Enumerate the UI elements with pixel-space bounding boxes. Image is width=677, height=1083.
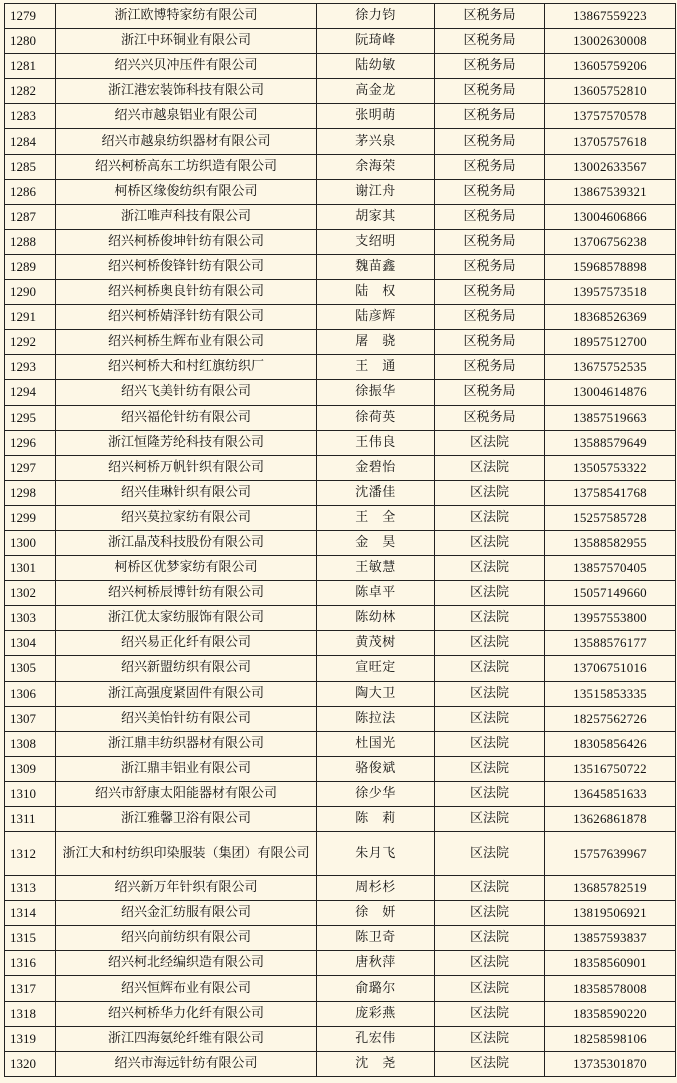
company-name-cell: 绍兴莫拉家纺有限公司 <box>56 505 317 530</box>
company-name-cell: 绍兴柯桥辰博针纺有限公司 <box>56 581 317 606</box>
department-cell: 区税务局 <box>435 280 545 305</box>
contact-name-cell: 阮琦峰 <box>317 29 435 54</box>
company-name-cell: 浙江欧博特家纺有限公司 <box>56 4 317 29</box>
company-name-cell: 浙江大和村纺织印染服装（集团）有限公司 <box>56 832 317 876</box>
department-cell: 区税务局 <box>435 54 545 79</box>
row-number-cell: 1300 <box>5 530 56 555</box>
table-row <box>5 154 676 179</box>
department-cell: 区法院 <box>435 430 545 455</box>
contact-name-cell: 金 昊 <box>317 530 435 555</box>
department-cell: 区法院 <box>435 706 545 731</box>
table-row <box>5 204 676 229</box>
row-number-cell: 1309 <box>5 756 56 781</box>
phone-number-cell: 13626861878 <box>545 807 676 832</box>
row-number-cell: 1285 <box>5 154 56 179</box>
contact-name-cell: 谢江舟 <box>317 179 435 204</box>
company-name-cell: 浙江高强度紧固件有限公司 <box>56 681 317 706</box>
contact-name-cell: 俞璐尔 <box>317 976 435 1001</box>
row-number-cell: 1316 <box>5 951 56 976</box>
department-cell: 区法院 <box>435 631 545 656</box>
department-cell: 区法院 <box>435 530 545 555</box>
company-name-cell: 绍兴美怡针纺有限公司 <box>56 706 317 731</box>
phone-number-cell: 13735301870 <box>545 1051 676 1076</box>
phone-number-cell: 13857519663 <box>545 405 676 430</box>
row-number-cell: 1311 <box>5 807 56 832</box>
company-name-cell: 浙江雅馨卫浴有限公司 <box>56 807 317 832</box>
contact-name-cell: 金碧怡 <box>317 455 435 480</box>
phone-number-cell: 13957573518 <box>545 280 676 305</box>
department-cell: 区税务局 <box>435 179 545 204</box>
row-number-cell: 1314 <box>5 901 56 926</box>
company-name-cell: 绍兴柯桥婧泽针纺有限公司 <box>56 305 317 330</box>
table-body <box>5 4 676 1077</box>
contact-name-cell: 徐振华 <box>317 380 435 405</box>
table-row <box>5 530 676 555</box>
phone-number-cell: 13588579649 <box>545 430 676 455</box>
table-row <box>5 79 676 104</box>
department-cell: 区法院 <box>435 1001 545 1026</box>
company-name-cell: 绍兴柯桥高东工坊织造有限公司 <box>56 154 317 179</box>
company-name-cell: 绍兴市舒康太阳能器材有限公司 <box>56 781 317 806</box>
row-number-cell: 1318 <box>5 1001 56 1026</box>
phone-number-cell: 15057149660 <box>545 581 676 606</box>
phone-number-cell: 18957512700 <box>545 330 676 355</box>
phone-number-cell: 13645851633 <box>545 781 676 806</box>
row-number-cell: 1305 <box>5 656 56 681</box>
department-cell: 区税务局 <box>435 129 545 154</box>
row-number-cell: 1303 <box>5 606 56 631</box>
contact-name-cell: 余海荣 <box>317 154 435 179</box>
row-number-cell: 1312 <box>5 832 56 876</box>
phone-number-cell: 13002630008 <box>545 29 676 54</box>
table-row <box>5 505 676 530</box>
table-row <box>5 430 676 455</box>
table-row <box>5 731 676 756</box>
row-number-cell: 1298 <box>5 480 56 505</box>
company-name-cell: 绍兴福伦针纺有限公司 <box>56 405 317 430</box>
table-row <box>5 807 676 832</box>
contact-name-cell: 王敏慧 <box>317 556 435 581</box>
contact-name-cell: 陈拉法 <box>317 706 435 731</box>
department-cell: 区税务局 <box>435 204 545 229</box>
department-cell: 区法院 <box>435 901 545 926</box>
contact-name-cell: 徐力钧 <box>317 4 435 29</box>
table-row <box>5 1026 676 1051</box>
department-cell: 区法院 <box>435 1026 545 1051</box>
company-name-cell: 浙江港宏装饰科技有限公司 <box>56 79 317 104</box>
phone-number-cell: 13004614876 <box>545 380 676 405</box>
phone-number-cell: 18368526369 <box>545 305 676 330</box>
phone-number-cell: 13867539321 <box>545 179 676 204</box>
department-cell: 区税务局 <box>435 104 545 129</box>
phone-number-cell: 18257562726 <box>545 706 676 731</box>
department-cell: 区税务局 <box>435 305 545 330</box>
phone-number-cell: 18358560901 <box>545 951 676 976</box>
phone-number-cell: 13004606866 <box>545 204 676 229</box>
phone-number-cell: 13675752535 <box>545 355 676 380</box>
company-name-cell: 柯桥区优梦家纺有限公司 <box>56 556 317 581</box>
row-number-cell: 1295 <box>5 405 56 430</box>
table-row <box>5 355 676 380</box>
table-row <box>5 330 676 355</box>
company-name-cell: 浙江晶茂科技股份有限公司 <box>56 530 317 555</box>
row-number-cell: 1315 <box>5 926 56 951</box>
company-name-cell: 绍兴柯桥俊锋针纺有限公司 <box>56 254 317 279</box>
company-name-cell: 浙江恒隆芳纶科技有限公司 <box>56 430 317 455</box>
phone-number-cell: 13588582955 <box>545 530 676 555</box>
company-name-cell: 绍兴恒辉布业有限公司 <box>56 976 317 1001</box>
table-row <box>5 581 676 606</box>
contact-name-cell: 王 全 <box>317 505 435 530</box>
contact-name-cell: 陈幼林 <box>317 606 435 631</box>
contact-name-cell: 陶大卫 <box>317 681 435 706</box>
phone-number-cell: 13505753322 <box>545 455 676 480</box>
company-name-cell: 绍兴金汇纺服有限公司 <box>56 901 317 926</box>
contact-name-cell: 唐秋萍 <box>317 951 435 976</box>
contact-name-cell: 王伟良 <box>317 430 435 455</box>
contact-name-cell: 庞彩燕 <box>317 1001 435 1026</box>
phone-number-cell: 13705757618 <box>545 129 676 154</box>
contact-name-cell: 高金龙 <box>317 79 435 104</box>
table-row <box>5 832 676 876</box>
company-name-cell: 绍兴易正化纤有限公司 <box>56 631 317 656</box>
company-name-cell: 绍兴佳琳针织有限公司 <box>56 480 317 505</box>
company-name-cell: 浙江鼎丰纺织器材有限公司 <box>56 731 317 756</box>
department-cell: 区法院 <box>435 781 545 806</box>
contact-name-cell: 黄茂树 <box>317 631 435 656</box>
table-row <box>5 876 676 901</box>
table-row <box>5 556 676 581</box>
phone-number-cell: 13605759206 <box>545 54 676 79</box>
contact-name-cell: 胡家其 <box>317 204 435 229</box>
table-row <box>5 104 676 129</box>
company-name-cell: 绍兴柯北经编织造有限公司 <box>56 951 317 976</box>
department-cell: 区法院 <box>435 656 545 681</box>
row-number-cell: 1304 <box>5 631 56 656</box>
contact-name-cell: 陆 权 <box>317 280 435 305</box>
contact-name-cell: 沈潘佳 <box>317 480 435 505</box>
row-number-cell: 1310 <box>5 781 56 806</box>
table-row <box>5 976 676 1001</box>
row-number-cell: 1317 <box>5 976 56 1001</box>
department-cell: 区法院 <box>435 951 545 976</box>
contact-name-cell: 支绍明 <box>317 229 435 254</box>
table-row <box>5 901 676 926</box>
row-number-cell: 1302 <box>5 581 56 606</box>
table-row <box>5 380 676 405</box>
company-name-cell: 绍兴新盟纺织有限公司 <box>56 656 317 681</box>
table-row <box>5 305 676 330</box>
table-row <box>5 756 676 781</box>
phone-number-cell: 15257585728 <box>545 505 676 530</box>
row-number-cell: 1281 <box>5 54 56 79</box>
table-row <box>5 229 676 254</box>
phone-number-cell: 15968578898 <box>545 254 676 279</box>
table-row <box>5 681 676 706</box>
department-cell: 区法院 <box>435 581 545 606</box>
company-name-cell: 浙江唯声科技有限公司 <box>56 204 317 229</box>
phone-number-cell: 13757570578 <box>545 104 676 129</box>
company-name-cell: 绍兴市越泉铝业有限公司 <box>56 104 317 129</box>
table-row <box>5 606 676 631</box>
contact-name-cell: 徐少华 <box>317 781 435 806</box>
department-cell: 区法院 <box>435 926 545 951</box>
phone-number-cell: 13002633567 <box>545 154 676 179</box>
department-cell: 区法院 <box>435 731 545 756</box>
company-name-cell: 绍兴柯桥奥良针纺有限公司 <box>56 280 317 305</box>
company-name-cell: 浙江优太家纺服饰有限公司 <box>56 606 317 631</box>
phone-number-cell: 13605752810 <box>545 79 676 104</box>
phone-number-cell: 18258598106 <box>545 1026 676 1051</box>
contact-name-cell: 魏苗鑫 <box>317 254 435 279</box>
contact-name-cell: 屠 骁 <box>317 330 435 355</box>
contact-name-cell: 徐 妍 <box>317 901 435 926</box>
row-number-cell: 1284 <box>5 129 56 154</box>
company-name-cell: 绍兴飞美针纺有限公司 <box>56 380 317 405</box>
department-cell: 区法院 <box>435 606 545 631</box>
phone-number-cell: 13857570405 <box>545 556 676 581</box>
row-number-cell: 1306 <box>5 681 56 706</box>
phone-number-cell: 15757639967 <box>545 832 676 876</box>
table-row <box>5 1051 676 1076</box>
department-cell: 区法院 <box>435 876 545 901</box>
table-row <box>5 706 676 731</box>
row-number-cell: 1283 <box>5 104 56 129</box>
department-cell: 区税务局 <box>435 29 545 54</box>
department-cell: 区法院 <box>435 480 545 505</box>
phone-number-cell: 13857593837 <box>545 926 676 951</box>
phone-number-cell: 18358590220 <box>545 1001 676 1026</box>
row-number-cell: 1308 <box>5 731 56 756</box>
table-row <box>5 179 676 204</box>
phone-number-cell: 13516750722 <box>545 756 676 781</box>
table-row <box>5 29 676 54</box>
contact-name-cell: 陈卫奇 <box>317 926 435 951</box>
phone-number-cell: 13957553800 <box>545 606 676 631</box>
table-row <box>5 951 676 976</box>
company-name-cell: 绍兴向前纺织有限公司 <box>56 926 317 951</box>
table-row <box>5 656 676 681</box>
department-cell: 区法院 <box>435 832 545 876</box>
contact-name-cell: 陆幼敏 <box>317 54 435 79</box>
contact-name-cell: 陆彦辉 <box>317 305 435 330</box>
table-row <box>5 1001 676 1026</box>
department-cell: 区税务局 <box>435 330 545 355</box>
table-row <box>5 480 676 505</box>
table-row <box>5 280 676 305</box>
department-cell: 区法院 <box>435 807 545 832</box>
row-number-cell: 1288 <box>5 229 56 254</box>
contact-name-cell: 张明萌 <box>317 104 435 129</box>
row-number-cell: 1297 <box>5 455 56 480</box>
department-cell: 区税务局 <box>435 405 545 430</box>
department-cell: 区税务局 <box>435 4 545 29</box>
row-number-cell: 1319 <box>5 1026 56 1051</box>
phone-number-cell: 13685782519 <box>545 876 676 901</box>
department-cell: 区税务局 <box>435 355 545 380</box>
contact-name-cell: 朱月飞 <box>317 832 435 876</box>
row-number-cell: 1280 <box>5 29 56 54</box>
table-row <box>5 631 676 656</box>
phone-number-cell: 13588576177 <box>545 631 676 656</box>
table-row <box>5 455 676 480</box>
contact-name-cell: 孔宏伟 <box>317 1026 435 1051</box>
row-number-cell: 1289 <box>5 254 56 279</box>
department-cell: 区法院 <box>435 455 545 480</box>
company-name-cell: 柯桥区缘俊纺织有限公司 <box>56 179 317 204</box>
department-cell: 区法院 <box>435 1051 545 1076</box>
row-number-cell: 1320 <box>5 1051 56 1076</box>
row-number-cell: 1292 <box>5 330 56 355</box>
table-row <box>5 54 676 79</box>
company-name-cell: 绍兴市海远针纺有限公司 <box>56 1051 317 1076</box>
row-number-cell: 1296 <box>5 430 56 455</box>
row-number-cell: 1307 <box>5 706 56 731</box>
contact-table <box>4 3 676 1077</box>
company-name-cell: 绍兴柯桥万帆针织有限公司 <box>56 455 317 480</box>
row-number-cell: 1299 <box>5 505 56 530</box>
company-name-cell: 绍兴市越泉纺织器材有限公司 <box>56 129 317 154</box>
row-number-cell: 1294 <box>5 380 56 405</box>
contact-name-cell: 徐荷英 <box>317 405 435 430</box>
department-cell: 区法院 <box>435 505 545 530</box>
row-number-cell: 1279 <box>5 4 56 29</box>
contact-name-cell: 陈 莉 <box>317 807 435 832</box>
row-number-cell: 1286 <box>5 179 56 204</box>
contact-name-cell: 骆俊斌 <box>317 756 435 781</box>
department-cell: 区法院 <box>435 756 545 781</box>
company-name-cell: 绍兴柯桥大和村红旗纺织厂 <box>56 355 317 380</box>
department-cell: 区税务局 <box>435 380 545 405</box>
phone-number-cell: 13706751016 <box>545 656 676 681</box>
company-name-cell: 绍兴兴贝冲压件有限公司 <box>56 54 317 79</box>
contact-name-cell: 王 通 <box>317 355 435 380</box>
company-name-cell: 浙江四海氨纶纤维有限公司 <box>56 1026 317 1051</box>
table-row <box>5 129 676 154</box>
company-name-cell: 浙江中环铜业有限公司 <box>56 29 317 54</box>
company-name-cell: 绍兴柯桥华力化纤有限公司 <box>56 1001 317 1026</box>
department-cell: 区税务局 <box>435 79 545 104</box>
contact-name-cell: 陈卓平 <box>317 581 435 606</box>
company-name-cell: 绍兴新万年针织有限公司 <box>56 876 317 901</box>
contact-name-cell: 茅兴泉 <box>317 129 435 154</box>
table-row <box>5 781 676 806</box>
phone-number-cell: 13515853335 <box>545 681 676 706</box>
row-number-cell: 1291 <box>5 305 56 330</box>
department-cell: 区法院 <box>435 976 545 1001</box>
phone-number-cell: 13758541768 <box>545 480 676 505</box>
row-number-cell: 1290 <box>5 280 56 305</box>
department-cell: 区税务局 <box>435 254 545 279</box>
phone-number-cell: 13819506921 <box>545 901 676 926</box>
contact-name-cell: 沈 尧 <box>317 1051 435 1076</box>
department-cell: 区税务局 <box>435 229 545 254</box>
contact-name-cell: 杜国光 <box>317 731 435 756</box>
phone-number-cell: 18305856426 <box>545 731 676 756</box>
row-number-cell: 1282 <box>5 79 56 104</box>
row-number-cell: 1301 <box>5 556 56 581</box>
row-number-cell: 1287 <box>5 204 56 229</box>
department-cell: 区法院 <box>435 556 545 581</box>
phone-number-cell: 13706756238 <box>545 229 676 254</box>
table-row <box>5 254 676 279</box>
table-row <box>5 4 676 29</box>
phone-number-cell: 13867559223 <box>545 4 676 29</box>
company-name-cell: 绍兴柯桥俊坤针纺有限公司 <box>56 229 317 254</box>
table-row <box>5 926 676 951</box>
table-row <box>5 405 676 430</box>
contact-name-cell: 周杉杉 <box>317 876 435 901</box>
phone-number-cell: 18358578008 <box>545 976 676 1001</box>
contact-name-cell: 宣旺定 <box>317 656 435 681</box>
row-number-cell: 1313 <box>5 876 56 901</box>
row-number-cell: 1293 <box>5 355 56 380</box>
department-cell: 区税务局 <box>435 154 545 179</box>
department-cell: 区法院 <box>435 681 545 706</box>
company-name-cell: 浙江鼎丰铝业有限公司 <box>56 756 317 781</box>
company-name-cell: 绍兴柯桥生辉布业有限公司 <box>56 330 317 355</box>
